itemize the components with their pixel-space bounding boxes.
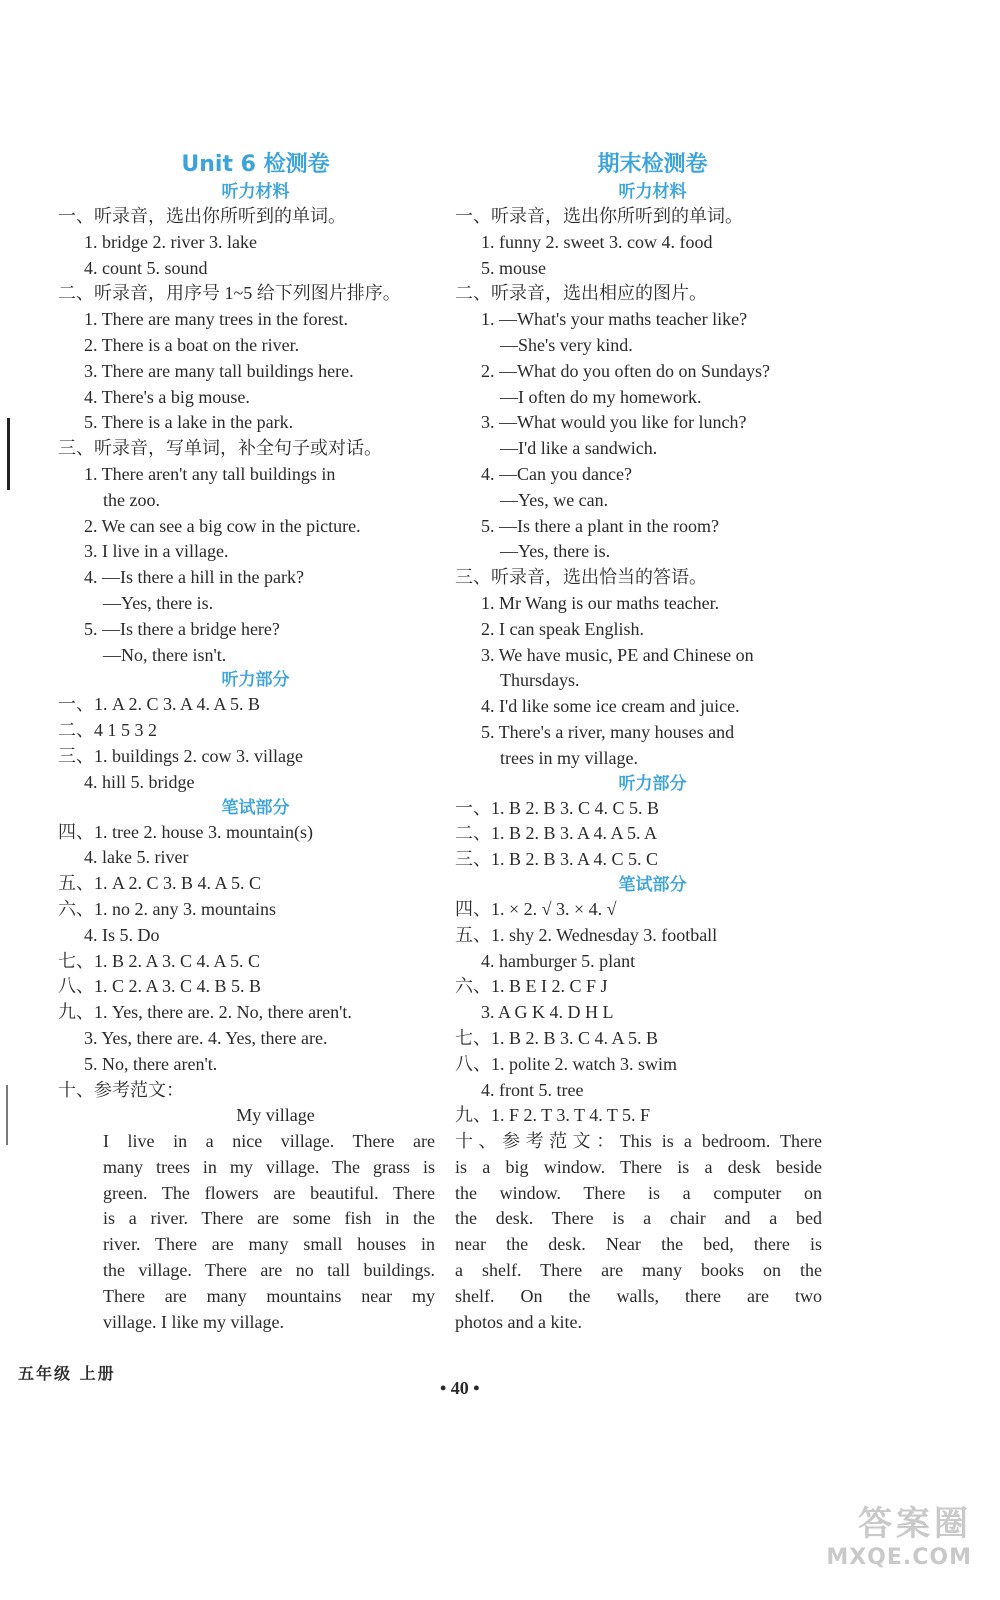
answer-line: 1. There aren't any tall buildings in bbox=[84, 463, 336, 484]
question-line: 二、4 1 5 3 2 bbox=[58, 720, 157, 741]
section-heading: 笔试部分 bbox=[618, 874, 687, 895]
answer-line: 4. front 5. tree bbox=[481, 1079, 584, 1100]
question-line: 二、听录音，用序号 1~5 给下列图片排序。 bbox=[58, 283, 401, 304]
section-heading: 听力材料 bbox=[221, 182, 290, 202]
essay-line: many trees in my village. The grass is bbox=[103, 1156, 435, 1177]
answer-line: 5. There is a lake in the park. bbox=[84, 412, 294, 433]
essay-line: green. The flowers are beautiful. There bbox=[103, 1182, 435, 1203]
answer-line: 4. —Is there a hill in the park? bbox=[84, 567, 304, 588]
question-line: 三、1. buildings 2. cow 3. village bbox=[58, 745, 303, 766]
left-essay-title: My village bbox=[236, 1105, 315, 1126]
section-heading: 听力部分 bbox=[221, 670, 290, 691]
question-line: 三、听录音，写单词，补全句子或对话。 bbox=[58, 438, 382, 459]
answer-line: 1. —What's your maths teacher like? bbox=[481, 309, 748, 330]
answer-line: 3. We have music, PE and Chinese on bbox=[481, 644, 754, 665]
question-line: 一、听录音，选出你所听到的单词。 bbox=[58, 206, 346, 226]
answer-line: trees in my village. bbox=[500, 747, 638, 768]
question-line: 九、1. F 2. T 3. T 4. T 5. F bbox=[455, 1105, 651, 1126]
question-line: 六、1. B E I 2. C F J bbox=[455, 976, 608, 997]
essay-line: a shelf. There are many books on the bbox=[455, 1260, 822, 1281]
left-title: Unit 6 检测卷 bbox=[181, 152, 330, 177]
answer-line: 5. —Is there a bridge here? bbox=[84, 618, 280, 639]
question-line: 七、1. B 2. B 3. C 4. A 5. B bbox=[455, 1027, 659, 1048]
answer-line: 3. There are many tall buildings here. bbox=[84, 360, 354, 381]
answer-line: 2. I can speak English. bbox=[481, 618, 644, 639]
question-line: 一、听录音，选出你所听到的单词。 bbox=[455, 206, 743, 226]
answer-line: 2. There is a boat on the river. bbox=[84, 334, 300, 355]
answer-line: 4. —Can you dance? bbox=[481, 463, 632, 484]
answer-line: —I often do my homework. bbox=[500, 386, 702, 407]
left-sections bbox=[58, 180, 453, 1103]
question-line: 八、1. C 2. A 3. C 4. B 5. B bbox=[58, 976, 262, 997]
answer-line: 3. A G K 4. D H L bbox=[481, 1002, 614, 1023]
answer-line: 3. —What would you like for lunch? bbox=[481, 412, 747, 433]
question-line: 二、1. B 2. B 3. A 4. A 5. A bbox=[455, 823, 658, 844]
essay-line: is a big window. There is a desk beside bbox=[455, 1156, 822, 1177]
watermark-text: 答案圈 bbox=[858, 1504, 972, 1544]
question-line: 七、1. B 2. A 3. C 4. A 5. C bbox=[58, 950, 261, 971]
left-essay bbox=[58, 1129, 453, 1335]
essay-line: shelf. On the walls, there are two bbox=[455, 1285, 822, 1306]
left-column bbox=[58, 150, 453, 1335]
section-heading: 听力材料 bbox=[618, 182, 687, 202]
answer-line: 4. hamburger 5. plant bbox=[481, 950, 636, 971]
answer-line: 3. Yes, there are. 4. Yes, there are. bbox=[84, 1027, 328, 1048]
question-line: 一、1. A 2. C 3. A 4. A 5. B bbox=[58, 694, 261, 715]
essay-line: is a river. There are some fish in the bbox=[103, 1208, 435, 1229]
answer-line: 5. —Is there a plant in the room? bbox=[481, 515, 719, 536]
right-column bbox=[455, 150, 850, 1335]
watermark-logo bbox=[826, 1496, 972, 1570]
answer-line: 4. lake 5. river bbox=[84, 847, 189, 868]
essay-line: photos and a kite. bbox=[455, 1311, 582, 1332]
answer-line: 2. —What do you often do on Sundays? bbox=[481, 360, 770, 381]
answer-line: 5. There's a river, many houses and bbox=[481, 721, 735, 742]
right-sections bbox=[455, 180, 850, 1129]
answer-line: 5. No, there aren't. bbox=[84, 1053, 218, 1074]
right-title: 期末检测卷 bbox=[597, 152, 708, 177]
right-essay bbox=[455, 1129, 850, 1335]
answer-line: —No, there isn't. bbox=[103, 644, 227, 665]
answer-line: —Yes, there is. bbox=[500, 541, 611, 562]
scan-edge-mark bbox=[6, 1085, 8, 1145]
section-heading: 笔试部分 bbox=[221, 797, 290, 818]
essay-line: the desk. There is a chair and a bed bbox=[455, 1208, 822, 1229]
question-line: 三、1. B 2. B 3. A 4. C 5. C bbox=[455, 849, 659, 870]
essay-line: the window. There is a computer on bbox=[455, 1182, 822, 1203]
answer-line: 1. Mr Wang is our maths teacher. bbox=[481, 592, 720, 613]
answer-line: —She's very kind. bbox=[500, 334, 633, 355]
question-line: 六、1. no 2. any 3. mountains bbox=[58, 898, 276, 919]
question-line: 一、1. B 2. B 3. C 4. C 5. B bbox=[455, 797, 660, 818]
answer-line: 3. I live in a village. bbox=[84, 541, 229, 562]
essay-line: the village. There are no tall buildings. bbox=[103, 1260, 435, 1281]
answer-line: 5. mouse bbox=[481, 257, 546, 278]
question-line: 五、1. shy 2. Wednesday 3. football bbox=[455, 924, 718, 945]
answer-line: 4. hill 5. bridge bbox=[84, 771, 195, 792]
scan-edge-mark bbox=[7, 418, 10, 490]
page-number: • 40 • bbox=[440, 1378, 480, 1398]
answer-line: —Yes, we can. bbox=[500, 489, 609, 510]
essay-line: I live in a nice village. There are bbox=[103, 1131, 435, 1152]
answer-line: 4. I'd like some ice cream and juice. bbox=[481, 696, 740, 717]
question-line: 十、参考范文： bbox=[58, 1079, 184, 1100]
watermark-url: MXQE.COM bbox=[826, 1545, 972, 1570]
question-line: 八、1. polite 2. watch 3. swim bbox=[455, 1053, 677, 1074]
answer-line: 1. There are many trees in the forest. bbox=[84, 309, 349, 330]
section-heading: 听力部分 bbox=[618, 773, 687, 794]
essay-line: There are many mountains near my bbox=[103, 1285, 435, 1306]
question-line: 四、1. tree 2. house 3. mountain(s) bbox=[58, 821, 313, 842]
answer-line: Thursdays. bbox=[500, 670, 580, 691]
essay-line: village. I like my village. bbox=[103, 1311, 284, 1332]
right-essay-first-line: 十、参考范文：This is a bedroom. There bbox=[455, 1131, 822, 1152]
answer-line: 1. funny 2. sweet 3. cow 4. food bbox=[481, 231, 713, 252]
essay-line: near the desk. Near the bed, there is bbox=[455, 1234, 822, 1255]
essay-line: river. There are many small houses in bbox=[103, 1234, 435, 1255]
question-line: 三、听录音，选出恰当的答语。 bbox=[455, 567, 707, 588]
answer-line: the zoo. bbox=[103, 489, 160, 510]
answer-line: 1. bridge 2. river 3. lake bbox=[84, 231, 257, 252]
question-line: 二、听录音，选出相应的图片。 bbox=[455, 283, 707, 304]
question-line: 五、1. A 2. C 3. B 4. A 5. C bbox=[58, 873, 262, 894]
answer-line: —Yes, there is. bbox=[103, 592, 214, 613]
answer-line: —I'd like a sandwich. bbox=[500, 438, 658, 459]
answer-line: 4. count 5. sound bbox=[84, 257, 208, 278]
answer-line: 2. We can see a big cow in the picture. bbox=[84, 515, 361, 536]
footer-grade: 五年级 上册 bbox=[18, 1364, 116, 1383]
answer-line: 4. Is 5. Do bbox=[84, 924, 160, 945]
answer-line: 4. There's a big mouse. bbox=[84, 386, 250, 407]
question-line: 九、1. Yes, there are. 2. No, there aren't. bbox=[58, 1002, 352, 1023]
question-line: 四、1. × 2. √ 3. × 4. √ bbox=[455, 898, 617, 919]
